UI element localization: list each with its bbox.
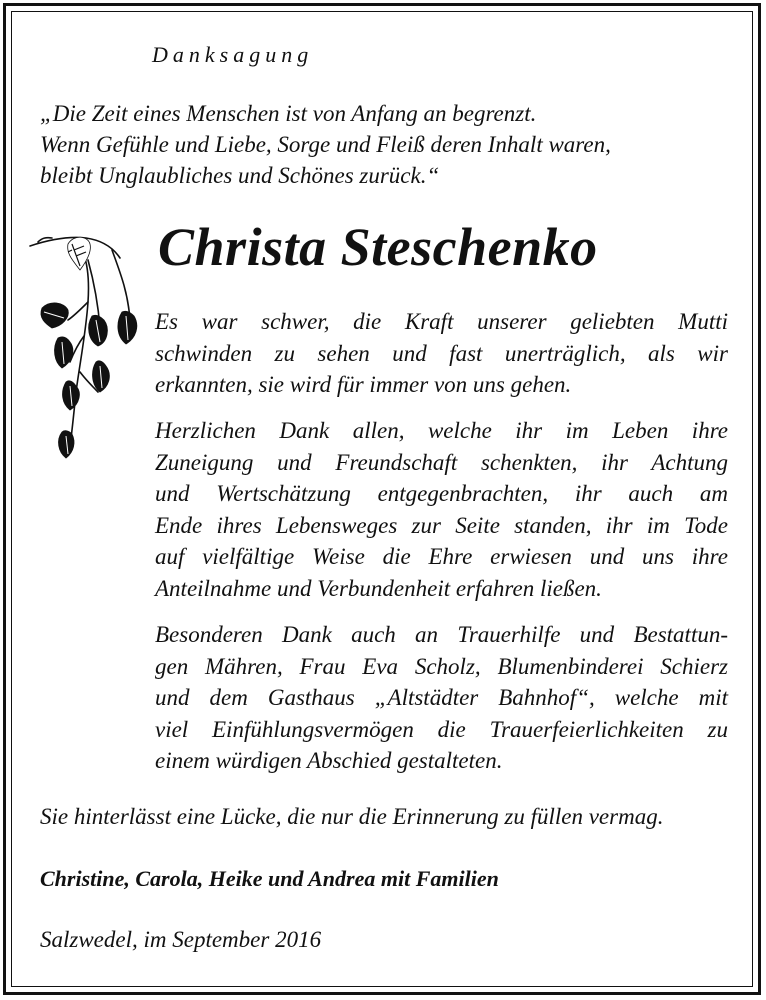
paragraph-line: Ende ihres Lebensweges zur Seite standen, ihr im Tode [155, 512, 728, 538]
paragraph-line: Es war schwer, die Kraft unserer geliebten Mutti [155, 309, 728, 334]
quote-line: bleibt Unglaubliches und Schönes zurück.“ [40, 163, 440, 188]
paragraph-line: schwinden zu sehen und fast unerträglich, als wir [155, 340, 728, 366]
paragraph-line: Zuneigung und Freundschaft schenkten, ihr Achtung [155, 449, 728, 475]
paragraph-3 [155, 619, 728, 777]
paragraph-2 [155, 415, 728, 604]
quote-line: Wenn Gefühle und Liebe, Sorge und Fleiß deren Inhalt waren, [40, 132, 611, 157]
birch-leaves-icon [28, 232, 150, 464]
paragraph-line: Herzlichen Dank allen, welche ihr im Leben ihre [155, 418, 728, 443]
quote [40, 98, 611, 191]
paragraph-line: erkannten, sie wird für immer von uns gehen. [155, 372, 572, 397]
paragraph-line: einem würdigen Abschied gestalteten. [155, 748, 503, 773]
closing-line: Sie hinterlässt eine Lücke, die nur die Erinnerung zu füllen vermag. [40, 804, 664, 829]
paragraph-line: gen Mähren, Frau Eva Scholz, Blumenbinderei Schierz [155, 653, 728, 679]
deceased-name: Christa Steschenko [158, 217, 598, 277]
place-date: Salzwedel, im September 2016 [40, 927, 322, 952]
paragraph-line: Besonderen Dank auch an Trauerhilfe und Bestattun- [155, 622, 728, 647]
paragraph-line: auf vielfältige Weise die Ehre erwiesen und uns ihre [155, 544, 728, 569]
paragraph-1 [155, 306, 728, 401]
quote-line: „Die Zeit eines Menschen ist von Anfang an begrenzt. [40, 101, 537, 126]
heading: Danksagung [152, 42, 314, 67]
paragraph-line: und Wertschätzung entgegenbrachten, ihr auch am [155, 481, 728, 506]
signers: Christine, Carola, Heike und Andrea mit Familien [40, 866, 499, 891]
paragraph-line: viel Einfühlungsvermögen die Trauerfeierlichkeiten zu [155, 716, 728, 742]
paragraph-line: und dem Gasthaus „Altstädter Bahnhof“, welche mit [155, 685, 728, 710]
paragraph-line: Anteilnahme und Verbundenheit erfahren ließen. [155, 575, 602, 601]
